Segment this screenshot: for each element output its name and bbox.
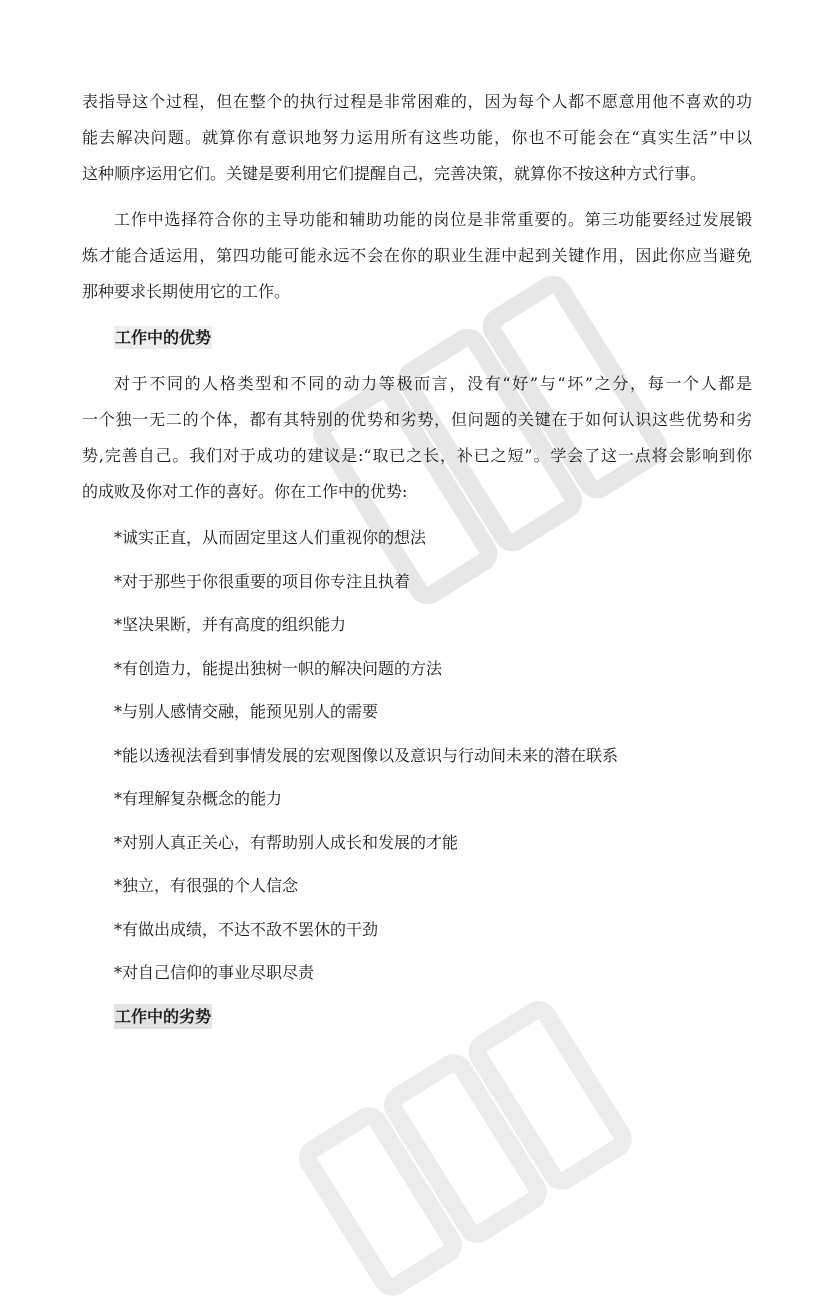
text-line: 对于不同的人格类型和不同的动力等极而言，没有“好”与“坏”之分，每一个人都是 <box>114 374 752 393</box>
heading-weaknesses-text: 工作中的劣势 <box>114 1004 212 1029</box>
paragraph-strengths-intro <box>82 366 752 510</box>
strengths-list <box>82 516 752 995</box>
text-line: 炼才能合适运用，第四功能可能永远不会在你的职业生涯中起到关键作用，因此你应当避免 <box>82 246 752 265</box>
heading-strengths-text: 工作中的优势 <box>115 328 212 347</box>
text-line: 一个独一无二的个体，都有其特别的优势和劣势，但问题的关键在于如何认识这些优势和劣 <box>82 410 752 429</box>
list-item: *有理解复杂概念的能力 <box>114 789 283 808</box>
paragraph-job-choice <box>82 202 752 310</box>
list-item: *独立，有很强的个人信念 <box>114 876 299 895</box>
paragraph-process <box>82 84 752 192</box>
list-item: *有做出成绩，不达不敌不罢休的干劲 <box>114 919 379 939</box>
list-item: *诚实正直，从而固定里这人们重视你的想法 <box>114 528 427 547</box>
text-line: 那种要求长期使用它的工作。 <box>82 282 291 301</box>
list-item: *坚决果断，并有高度的组织能力 <box>114 615 347 634</box>
document-body <box>82 84 752 1037</box>
text-line: 工作中选择符合你的主导功能和辅助功能的岗位是非常重要的。第三功能要经过发展锻 <box>114 210 752 229</box>
list-item: *有创造力，能提出独树一帜的解决问题的方法 <box>114 658 443 678</box>
text-line: 势,完善自己。我们对于成功的建议是:“取已之长，补已之短”。学会了这一点将会影响到你 <box>82 446 752 465</box>
text-line: 表指导这个过程，但在整个的执行过程是非常困难的，因为每个人都不愿意用他不喜欢的功 <box>82 92 752 111</box>
text-line: 这种顺序运用它们。关键是要利用它们提醒自己，完善决策，就算你不按这种方式行事。 <box>82 164 707 183</box>
text-line: 的成败及你对工作的喜好。你在工作中的优势: <box>82 482 408 501</box>
list-item: *对别人真正关心，有帮助别人成长和发展的才能 <box>114 832 459 852</box>
heading-strengths <box>82 320 752 356</box>
list-item: *与别人感情交融，能预见别人的需要 <box>114 702 379 721</box>
text-line: 能去解决问题。就算你有意识地努力运用所有这些功能，你也不可能会在“真实生活”中以 <box>82 128 752 147</box>
list-item: *对于那些于你很重要的项目你专注且执着 <box>114 571 411 591</box>
heading-weaknesses <box>82 997 752 1037</box>
list-item: *对自己信仰的事业尽职尽责 <box>114 963 315 982</box>
list-item: *能以透视法看到事情发展的宏观图像以及意识与行动间未来的潜在联系 <box>114 745 619 765</box>
